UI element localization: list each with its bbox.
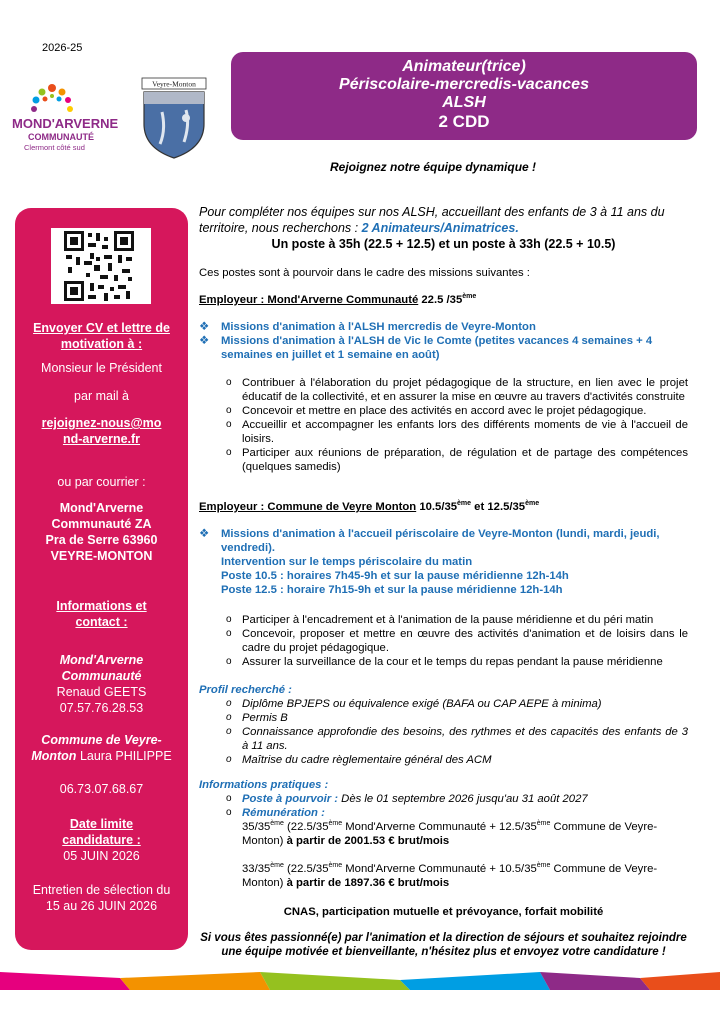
footer-color-band — [0, 968, 720, 990]
list-item: o Participer à l'encadrement et à l'animation de la pause méridienne et du péri matin — [226, 614, 654, 626]
interview-dates: Entretien de sélection du 15 au 26 JUIN 2026 — [32, 883, 171, 913]
practical-title: Informations pratiques : — [199, 779, 329, 791]
list-item: o Poste à pourvoir : Dès le 01 septembre 2026 jusqu'au 31 août 2027 — [226, 793, 588, 805]
circle-bullet-icon: o — [226, 698, 232, 709]
circle-bullet-icon: o — [226, 377, 232, 388]
intro-paragraph: Pour compléter nos équipes sur nos ALSH, accueillant des enfants de 3 à 11 ans du territoire, nous recherchons : 2 Animateurs/Animatrices. Un poste à 35h (22.5 + 12.5) et un poste à 33h (22.5 + 10.5) — [199, 204, 688, 252]
email-link[interactable]: rejoignez-nous@mond-arverne.fr — [41, 416, 162, 446]
circle-bullet-icon: o — [226, 628, 232, 639]
employer2-heading: Employeur : Commune de Veyre Monton 10.5/35ème et 12.5/35ème — [199, 500, 540, 513]
list-item: o Rémunération : — [226, 807, 325, 819]
job-contract-type: 2 CDD — [438, 112, 490, 131]
info-title: Informations et contact : — [56, 599, 147, 629]
contact2-organisation: Commune de Veyre-Monton — [31, 733, 162, 763]
circle-bullet-icon: o — [226, 793, 232, 804]
employer2-tasks — [199, 613, 688, 669]
document-reference: 2026-25 — [42, 42, 83, 54]
list-item: o Assurer la surveillance de la cour et le temps du repas pendant la pause méridienne — [226, 656, 663, 668]
circle-bullet-icon: o — [226, 712, 232, 723]
list-item: o Contribuer à l'élaboration du projet pédagogique de la structure, en lien avec le projet éducatif de la collectivité, et en assurer la mise en œuvre au travers d'activités construite — [226, 377, 688, 403]
positions-hours: Un poste à 35h (22.5 + 12.5) et un poste à 33h (22.5 + 10.5) — [271, 237, 616, 251]
recipient: Monsieur le Président — [41, 361, 162, 375]
tagline: Rejoignez notre équipe dynamique ! — [330, 160, 537, 174]
circle-bullet-icon: o — [226, 807, 232, 818]
positions-count: 2 Animateurs/Animatrices. — [361, 221, 519, 235]
circle-bullet-icon: o — [226, 405, 232, 416]
circle-bullet-icon: o — [226, 656, 232, 667]
pay-line-35h: 35/35ème (22.5/35ème Mond'Arverne Communauté + 12.5/35ème Commune de Veyre-Monton) à partir de 2001.53 € brut/mois — [242, 820, 658, 847]
contact2-phone: 06.73.07.68.67 — [59, 782, 144, 796]
list-item: o Permis B — [226, 712, 288, 724]
list-item: o Accueillir et accompagner les enfants lors des différents moments de vie à l'accueil de loisirs. — [226, 419, 688, 445]
circle-bullet-icon: o — [226, 614, 232, 625]
veyre-monton-crest — [138, 76, 210, 160]
employer2-missions — [199, 527, 688, 597]
qr-code — [51, 228, 151, 304]
list-item: ❖ Missions d'animation à l'ALSH de Vic le Comte (petites vacances 4 semaines + 4 semaines en juillet et 1 semaine en août) — [199, 335, 653, 361]
deadline-title: Date limite candidature : — [62, 817, 141, 847]
contact2-name: Laura PHILIPPE — [79, 749, 172, 763]
benefits: CNAS, participation mutuelle et prévoyance, forfait mobilité — [283, 906, 604, 918]
by-post-label: ou par courrier : — [57, 475, 146, 489]
svg-text:Clermont côté sud: Clermont côté sud — [24, 143, 85, 152]
mond-arverne-logo — [12, 78, 132, 158]
job-title-banner — [231, 52, 697, 140]
list-item: ❖ Missions d'animation à l'ALSH mercredis de Veyre-Monton — [199, 321, 536, 333]
contact2 — [19, 732, 184, 764]
profile-section — [199, 683, 688, 767]
svg-text:COMMUNAUTÉ: COMMUNAUTÉ — [28, 132, 94, 142]
circle-bullet-icon: o — [226, 726, 232, 737]
list-item: o Participer aux réunions de préparation, de régulation et de partage des compétences (quelques samedis) — [226, 447, 688, 473]
circle-bullet-icon: o — [226, 754, 232, 765]
list-item: o Maîtrise du cadre règlementaire général des ACM — [226, 754, 492, 766]
svg-text:MOND'ARVERNE: MOND'ARVERNE — [12, 116, 119, 131]
svg-text:Veyre-Monton: Veyre-Monton — [152, 79, 196, 89]
list-item: o Connaissance approfondie des besoins, des rythmes et des capacités des enfants de 3 à 11 ans. — [226, 726, 688, 752]
job-title-line2: Périscolaire-mercredis-vacances — [339, 76, 589, 93]
list-item: o Concevoir, proposer et mettre en œuvre des activités d'animation et de loisirs dans le cadre du projet pédagogique. — [226, 628, 688, 654]
employer1-heading: Employeur : Mond'Arverne Communauté 22.5 /35ème — [199, 293, 477, 306]
job-title-line3: ALSH — [442, 94, 486, 111]
employer1-missions — [199, 320, 688, 362]
logo-dots — [31, 84, 73, 112]
circle-bullet-icon: o — [226, 447, 232, 458]
diamond-bullet-icon: ❖ — [199, 321, 210, 333]
diamond-bullet-icon: ❖ — [199, 528, 210, 540]
list-item: o Concevoir et mettre en place des activités en accord avec le projet pédagogique. — [226, 405, 647, 417]
missions-intro: Ces postes sont à pourvoir dans le cadre des missions suivantes : — [199, 267, 530, 279]
contact-sidebar — [15, 208, 188, 950]
circle-bullet-icon: o — [226, 419, 232, 430]
job-title-line1: Animateur(trice) — [402, 58, 526, 75]
employer1-tasks — [199, 376, 688, 474]
contact1-phone: 07.57.76.28.53 — [59, 701, 144, 715]
practical-section — [199, 778, 688, 890]
closing-message: Si vous êtes passionné(e) par l'animation et la direction de séjours et souhaitez rejoindre une équipe motivée et bienveillante, n'hésitez plus et envoyez votre candidature ! — [200, 932, 687, 958]
pay-line-33h: 33/35ème (22.5/35ème Mond'Arverne Communauté + 10.5/35ème Commune de Veyre-Monton) à partir de 1897.36 € brut/mois — [242, 862, 658, 889]
by-mail-label: par mail à — [74, 389, 129, 403]
profile-title: Profil recherché : — [199, 684, 292, 696]
contact1-organisation: Mond'Arverne Communauté — [59, 653, 144, 683]
postal-address: Mond'Arverne Communauté ZA Pra de Serre 63960 VEYRE-MONTON — [45, 501, 158, 563]
contact1-name: Renaud GEETS — [56, 685, 147, 699]
list-item: o Diplôme BPJEPS ou équivalence exigé (BAFA ou CAP AEPE à minima) — [226, 698, 602, 710]
apply-title: Envoyer CV et lettre de motivation à : — [33, 321, 170, 351]
diamond-bullet-icon: ❖ — [199, 335, 210, 347]
deadline-date: 05 JUIN 2026 — [63, 849, 140, 863]
list-item: ❖ Missions d'animation à l'accueil périscolaire de Veyre-Monton (lundi, mardi, jeudi, vendredi). Intervention sur le temps périscolaire du matin Poste 10.5 : horaires 7h45-9h et sur la pause méridienne 12h-14h Poste 12.5 : horaire 7h15-9h et sur la pause méridienne 12h-14h — [199, 528, 660, 596]
